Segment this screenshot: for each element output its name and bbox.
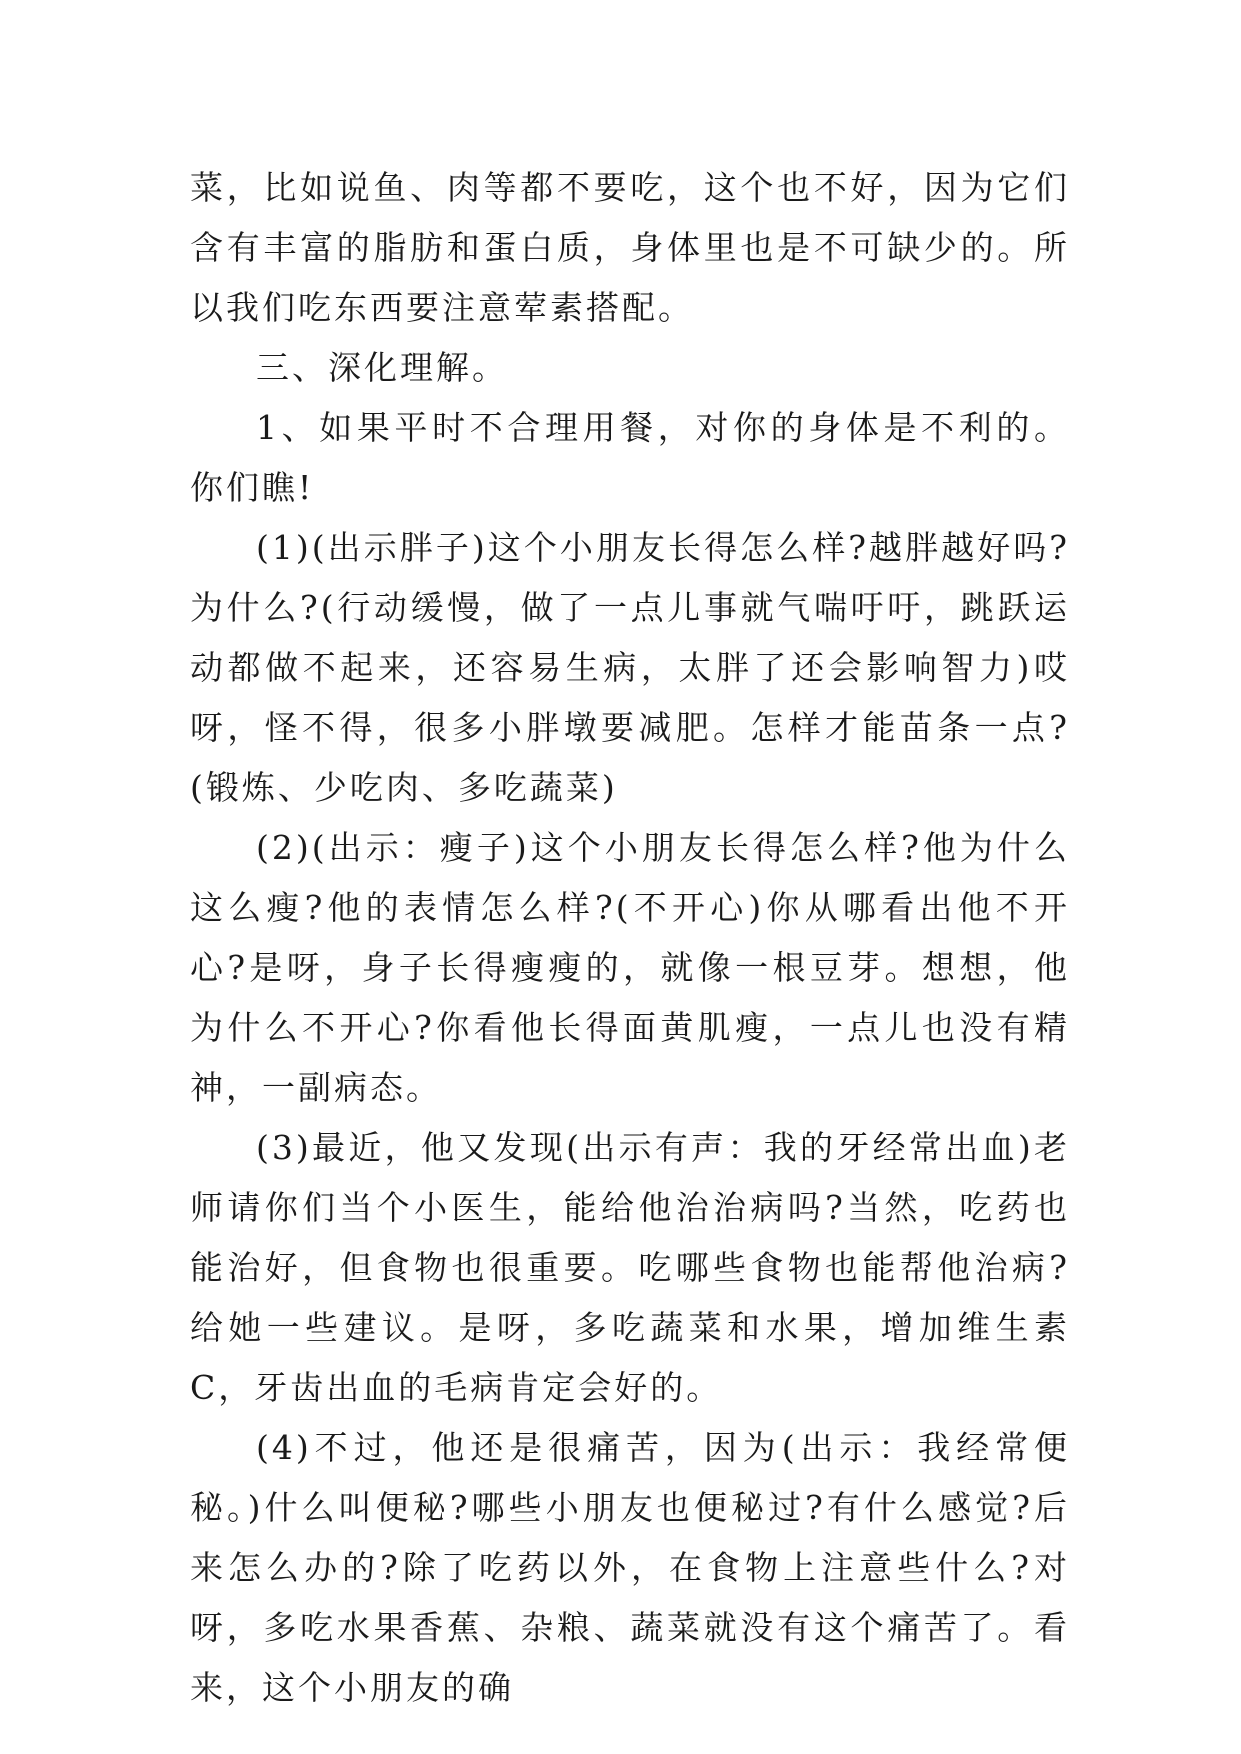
- paragraph-4: (1)(出示胖子)这个小朋友长得怎么样?越胖越好吗?为什么?(行动缓慢，做了一点儿事就气喘吁吁，跳跃运动都做不起来，还容易生病，太胖了还会影响智力)哎呀，怪不得，很多小胖墩要减肥。怎样才能苗条一点?(锻炼、少吃肉、多吃蔬菜): [190, 528, 1070, 807]
- paragraph-1: 菜，比如说鱼、肉等都不要吃，这个也不好，因为它们含有丰富的脂肪和蛋白质，身体里也是不可缺少的。所以我们吃东西要注意荤素搭配。: [190, 168, 1070, 327]
- document-body: [190, 158, 1070, 1718]
- section-heading: 三、深化理解。: [256, 348, 508, 387]
- paragraph-5: (2)(出示：瘦子)这个小朋友长得怎么样?他为什么这么瘦?他的表情怎么样?(不开心)你从哪看出他不开心?是呀，身子长得瘦瘦的，就像一根豆芽。想想，他为什么不开心?你看他长得面黄肌瘦，一点儿也没有精神，一副病态。: [190, 828, 1070, 1107]
- paragraph-6: (3)最近，他又发现(出示有声：我的牙经常出血)老师请你们当个小医生，能给他治治病吗?当然，吃药也能治好，但食物也很重要。吃哪些食物也能帮他治病?给她一些建议。是呀，多吃蔬菜和水果，增加维生素C，牙齿出血的毛病肯定会好的。: [190, 1128, 1070, 1407]
- paragraph-3: 1、如果平时不合理用餐，对你的身体是不利的。你们瞧!: [190, 408, 1070, 507]
- paragraph-7: (4)不过，他还是很痛苦，因为(出示：我经常便秘。)什么叫便秘?哪些小朋友也便秘过?有什么感觉?后来怎么办的?除了吃药以外，在食物上注意些什么?对呀，多吃水果香蕉、杂粮、蔬菜就没有这个痛苦了。看来，这个小朋友的确: [190, 1428, 1070, 1707]
